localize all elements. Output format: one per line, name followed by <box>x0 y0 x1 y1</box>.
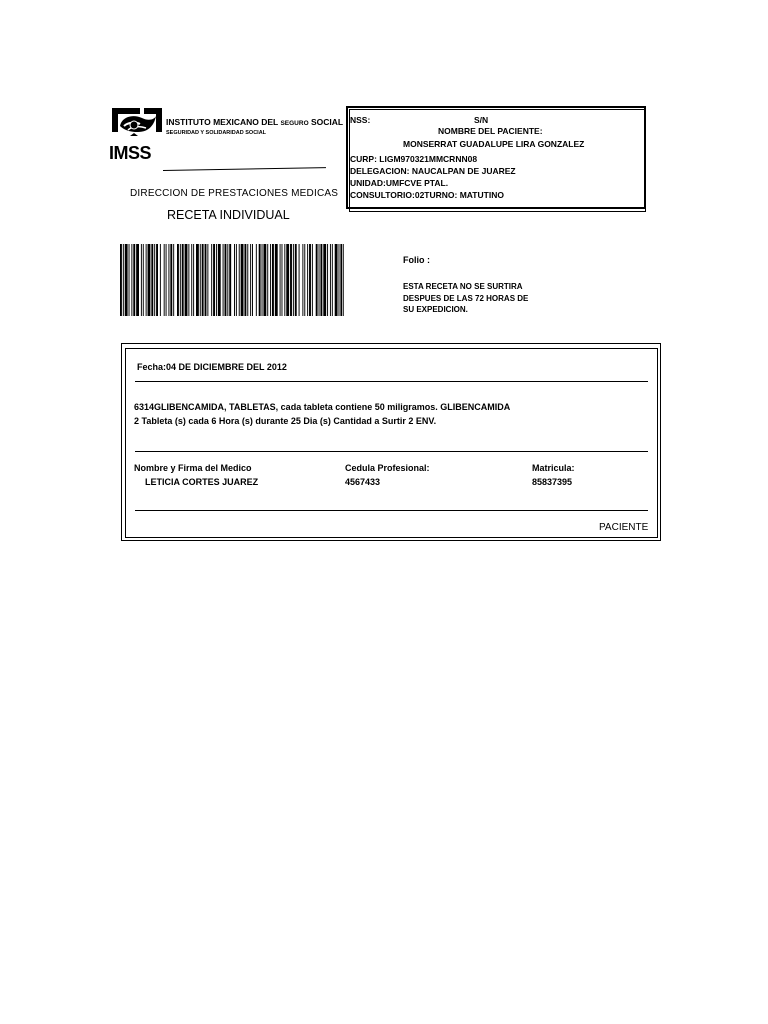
barcode-bar <box>146 244 147 316</box>
barcode-bar <box>223 244 224 316</box>
barcode-bar <box>180 244 181 316</box>
medication-description: 6314GLIBENCAMIDA, TABLETAS, cada tableta contiene 50 miligramos. GLIBENCAMIDA <box>134 402 511 412</box>
license-value: 4567433 <box>345 477 381 487</box>
barcode-bar <box>151 244 153 316</box>
barcode-bar <box>307 244 308 316</box>
barcode-bar <box>218 244 221 316</box>
barcode-bar <box>154 244 155 316</box>
barcode-bar <box>241 244 244 316</box>
barcode-bar <box>293 244 294 316</box>
barcode-bar <box>129 244 130 316</box>
barcode-bar <box>205 244 207 316</box>
nss-label: NSS: <box>350 115 371 125</box>
barcode-bar <box>200 244 201 316</box>
barcode-bar <box>229 244 231 316</box>
barcode-bar <box>247 244 248 316</box>
barcode-bar <box>136 244 139 316</box>
barcode-bar <box>225 244 227 316</box>
barcode-bar <box>239 244 240 316</box>
barcode-bar <box>267 244 268 316</box>
barcode-bar <box>299 244 300 316</box>
barcode <box>120 244 344 316</box>
barcode-bar <box>244 244 246 316</box>
barcode-bar <box>156 244 158 316</box>
barcode-bar <box>148 244 151 316</box>
barcode-bar <box>160 244 161 316</box>
barcode-bar <box>339 244 340 316</box>
barcode-bar <box>252 244 253 316</box>
barcode-bar <box>141 244 142 316</box>
header-divider <box>163 167 326 171</box>
consultorio: CONSULTORIO:02TURNO: MATUTINO <box>350 190 504 200</box>
barcode-bar <box>304 244 305 316</box>
barcode-bar <box>168 244 169 316</box>
barcode-bar <box>173 244 174 316</box>
barcode-bar <box>275 244 278 316</box>
barcode-bar <box>343 244 344 316</box>
barcode-bar <box>182 244 184 316</box>
institution-name <box>166 117 343 127</box>
doctor-name: LETICIA CORTES JUAREZ <box>145 477 259 487</box>
barcode-bar <box>284 244 285 316</box>
barcode-bar <box>236 244 237 316</box>
curp: CURP: LIGM970321MMCRNN08 <box>350 154 478 164</box>
barcode-bar <box>120 244 122 316</box>
expiry-notice-line: DESPUES DE LAS 72 HORAS DE <box>403 294 529 303</box>
imss-logo <box>108 106 164 162</box>
matricula-label: Matricula: <box>532 463 575 473</box>
institution-motto: SEGURIDAD Y SOLIDARIDAD SOCIAL <box>166 130 267 136</box>
logo-text: IMSS <box>109 143 152 162</box>
barcode-bar <box>319 244 320 316</box>
barcode-bar <box>282 244 283 316</box>
barcode-bar <box>272 244 274 316</box>
barcode-bar <box>309 244 311 316</box>
barcode-bar <box>340 244 342 316</box>
patient-name: MONSERRAT GUADALUPE LIRA GONZALEZ <box>403 139 585 149</box>
barcode-bar <box>193 244 194 316</box>
barcode-bar <box>164 244 165 316</box>
matricula-value: 85837395 <box>532 477 573 487</box>
folio-label: Folio : <box>403 255 430 265</box>
barcode-bar <box>295 244 297 316</box>
document-title: RECETA INDIVIDUAL <box>167 208 290 222</box>
delegacion: DELEGACION: NAUCALPAN DE JUAREZ <box>350 166 516 176</box>
prescription-date: Fecha:04 DE DICIEMBRE DEL 2012 <box>137 362 287 372</box>
institution-name-part: INSTITUTO MEXICANO DEL <box>166 117 281 127</box>
direction-label: DIRECCION DE PRESTACIONES MEDICAS <box>130 188 339 199</box>
institution-name-part: SOCIAL <box>308 117 344 127</box>
medication-dosage: 2 Tableta (s) cada 6 Hora (s) durante 25 Dia (s) Cantidad a Surtir 2 ENV. <box>134 416 437 426</box>
barcode-bar <box>211 244 212 316</box>
barcode-bar <box>250 244 251 316</box>
barcode-bar <box>332 244 333 316</box>
barcode-bar <box>335 244 338 316</box>
barcode-bar <box>270 244 271 316</box>
barcode-bar <box>185 244 188 316</box>
barcode-bar <box>166 244 167 316</box>
institution-name-small: SEGURO <box>280 120 309 127</box>
barcode-bar <box>125 244 128 316</box>
barcode-bar <box>286 244 289 316</box>
barcode-bar <box>290 244 292 316</box>
barcode-bar <box>263 244 266 316</box>
expiry-notice-line: ESTA RECETA NO SE SURTIRA <box>403 282 523 291</box>
barcode-bar <box>213 244 215 316</box>
barcode-bar <box>323 244 326 316</box>
expiry-notice-line: SU EXPEDICION. <box>403 305 468 314</box>
barcode-bar <box>327 244 328 316</box>
divider <box>135 381 648 382</box>
barcode-bar <box>207 244 208 316</box>
barcode-bar <box>312 244 313 316</box>
barcode-bar <box>177 244 179 316</box>
license-label: Cedula Profesional: <box>345 463 430 473</box>
barcode-bar <box>302 244 303 316</box>
barcode-bar <box>280 244 281 316</box>
signature-line <box>135 510 648 511</box>
barcode-bar <box>234 244 235 316</box>
barcode-bar <box>262 244 263 316</box>
barcode-bar <box>227 244 228 316</box>
barcode-bar <box>202 244 204 316</box>
nss-value: S/N <box>474 115 489 125</box>
barcode-bar <box>133 244 135 316</box>
barcode-bar <box>196 244 199 316</box>
barcode-bar <box>131 244 132 316</box>
copy-label: PACIENTE <box>599 522 649 533</box>
barcode-bar <box>123 244 124 316</box>
barcode-bar <box>320 244 322 316</box>
barcode-bar <box>259 244 261 316</box>
doctor-label: Nombre y Firma del Medico <box>134 463 252 473</box>
divider <box>135 451 648 452</box>
barcode-bar <box>143 244 144 316</box>
barcode-bar <box>256 244 257 316</box>
barcode-bar <box>330 244 331 316</box>
barcode-bar <box>170 244 172 316</box>
barcode-bar <box>188 244 189 316</box>
unidad: UNIDAD:UMFCVE PTAL. <box>350 178 449 188</box>
barcode-bar <box>316 244 318 316</box>
patient-name-label: NOMBRE DEL PACIENTE: <box>438 126 543 136</box>
barcode-bar <box>191 244 192 316</box>
barcode-bar <box>216 244 217 316</box>
